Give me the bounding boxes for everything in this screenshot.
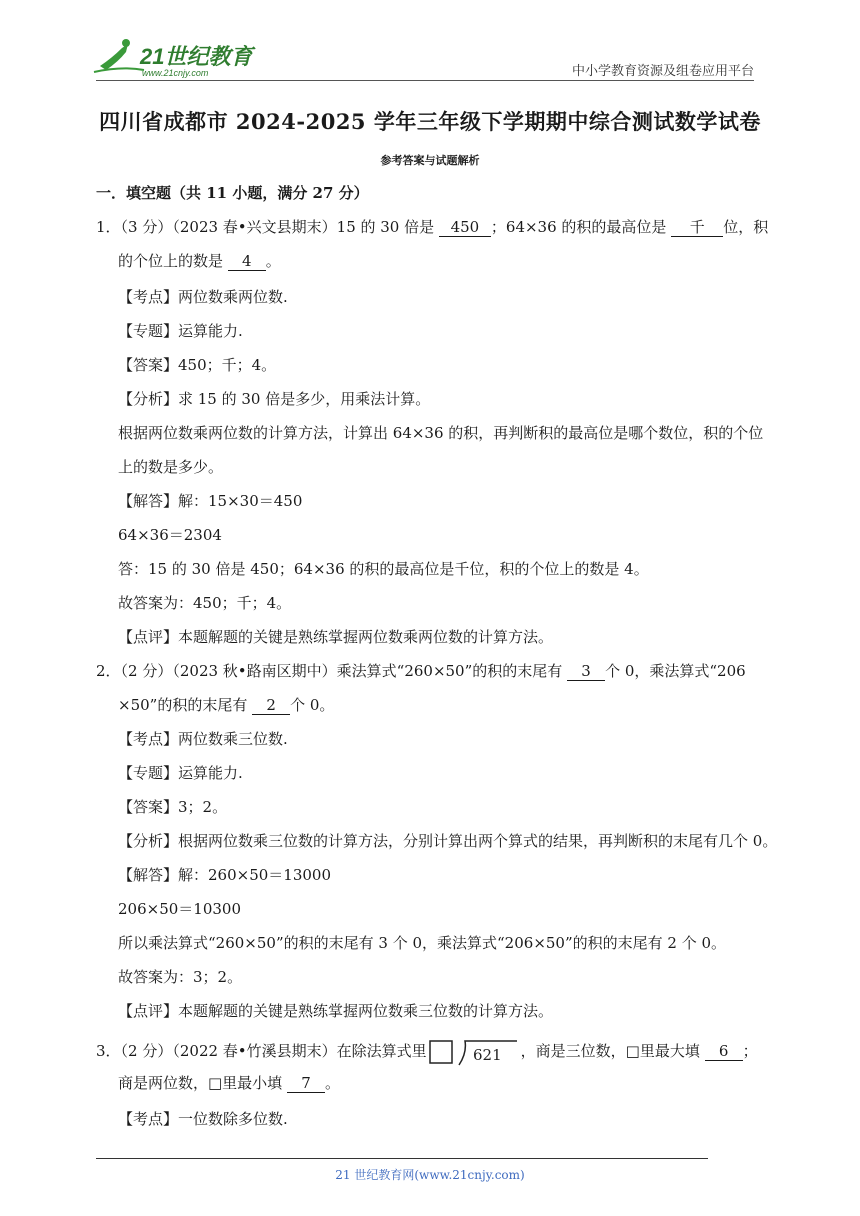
q2-kaodian: 【考点】两位数乘三位数.: [118, 730, 288, 748]
q2-solution-3: 所以乘法算式“260×50”的积的末尾有 3 个 0，乘法算式“206×50”的积的末尾有 2 个 0。: [118, 934, 727, 952]
q1-blank-3: 4: [228, 252, 266, 271]
q2-comment: 【点评】本题解题的关键是熟练掌握两位数乘三位数的计算方法。: [118, 1002, 554, 1020]
q1-blank-1: 450: [439, 218, 491, 237]
q3-blank-1: 6: [705, 1042, 743, 1061]
section-heading: 一．填空题（共 11 小题，满分 27 分）: [96, 184, 369, 202]
q1-kaodian: 【考点】两位数乘两位数.: [118, 288, 288, 306]
q2-solution: 【解答】解：260×50＝13000: [118, 866, 332, 884]
q2-analysis: 【分析】根据两位数乘三位数的计算方法，分别计算出两个算式的结果，再判断积的末尾有几个 0。: [118, 832, 778, 850]
platform-name: 中小学教育资源及组卷应用平台: [571, 64, 754, 79]
q1-analysis-3: 上的数是多少。: [118, 458, 224, 476]
q2-blank-2: 2: [252, 696, 290, 715]
q1-solution-4: 故答案为：450；千；4。: [118, 594, 292, 612]
svg-text:www.21cnjy.com: www.21cnjy.com: [142, 68, 209, 78]
q2-solution-2: 206×50＝10300: [118, 900, 242, 918]
q3-kaodian: 【考点】一位数除多位数.: [118, 1110, 288, 1128]
svg-text:21世纪教育: 21世纪教育: [140, 44, 253, 69]
q1-comment: 【点评】本题解题的关键是熟练掌握两位数乘两位数的计算方法。: [118, 628, 554, 646]
q2-zhuanti: 【专题】运算能力.: [118, 764, 243, 782]
site-logo: [92, 36, 262, 80]
page-subtitle: 参考答案与试题解析: [380, 154, 480, 167]
q2-line-1: 2．（2 分）（2023 秋•路南区期中）乘法算式“260×50”的积的末尾有 3 个 0，乘法算式“206: [96, 662, 746, 680]
q1-line-1: 1．（3 分）（2023 春•兴文县期末）15 的 30 倍是 450 ；64×36 的积的最高位是 千 位，积: [96, 218, 769, 236]
division-bracket-figure: [429, 1037, 519, 1067]
q1-analysis-2: 根据两位数乘两位数的计算方法，计算出 64×36 的积，再判断积的最高位是哪个数位，积的个位: [118, 424, 764, 442]
svg-text:621: 621: [472, 1046, 502, 1064]
q3-line-1: 3．（2 分）（2022 春•竹溪县期末）在除法算式里 621 ，商是三位数，□里最大填 6 ；: [96, 1037, 758, 1067]
header-divider: [96, 80, 754, 81]
footer-divider: [96, 1158, 708, 1159]
q2-solution-4: 故答案为：3；2。: [118, 968, 243, 986]
q1-answer: 【答案】450；千；4。: [118, 356, 277, 374]
q1-solution-2: 64×36＝2304: [118, 526, 222, 544]
q1-zhuanti: 【专题】运算能力.: [118, 322, 243, 340]
q1-blank-2: 千: [671, 218, 723, 237]
q2-line-2: ×50”的积的末尾有 2 个 0。: [118, 696, 335, 714]
q1-solution-3: 答：15 的 30 倍是 450；64×36 的积的最高位是千位，积的个位上的数是 4。: [118, 560, 649, 578]
q2-answer: 【答案】3；2。: [118, 798, 228, 816]
q3-blank-2: 7: [287, 1074, 325, 1093]
page-title: 四川省成都市 2024-2025 学年三年级下学期期中综合测试数学试卷: [99, 109, 761, 134]
q2-blank-1: 3: [567, 662, 605, 681]
q1-analysis: 【分析】求 15 的 30 倍是多少，用乘法计算。: [118, 390, 431, 408]
q1-line-2: 的个位上的数是 4 。: [118, 252, 281, 270]
q3-line-2: 商是两位数，□里最小填 7 。: [118, 1074, 340, 1092]
footer-link[interactable]: 21 世纪教育网(www.21cnjy.com): [335, 1168, 525, 1182]
q1-solution: 【解答】解：15×30＝450: [118, 492, 303, 510]
